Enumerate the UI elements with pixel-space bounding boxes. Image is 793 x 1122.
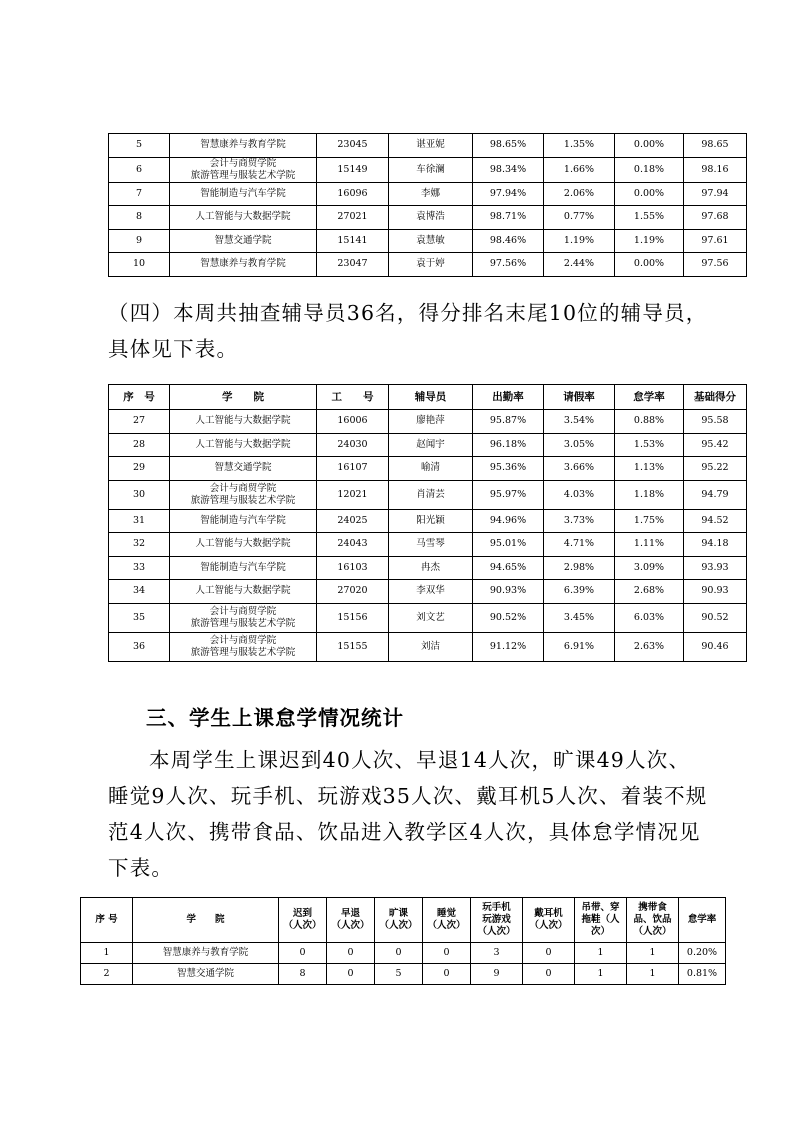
cell-college: 智慧交通学院 (170, 229, 317, 253)
cell-college: 会计与商贸学院 旅游管理与服装艺术学院 (170, 157, 317, 182)
cell-base-score: 90.93 (684, 580, 747, 604)
counselor-bottom-table (108, 384, 747, 662)
cell-attendance-rate: 91.12% (473, 632, 544, 661)
cell-idle-rate: 1.19% (615, 229, 684, 253)
cell-staff-id: 16006 (317, 410, 389, 434)
cell-staff-id: 23047 (317, 253, 389, 277)
cell-attendance-rate: 95.87% (473, 410, 544, 434)
cell-staff-id: 12021 (317, 480, 389, 509)
cell-idle-rate: 2.63% (615, 632, 684, 661)
column-header: 出勤率 (473, 385, 544, 410)
column-header: 怠学率 (679, 898, 726, 943)
cell-leave-rate: 3.54% (544, 410, 615, 434)
cell-staff-id: 27021 (317, 206, 389, 230)
section-paragraph-truancy: 本周学生上课迟到40人次、早退14人次，旷课49人次、睡觉9人次、玩手机、玩游戏35人次、戴耳机5人次、着装不规范4人次、携带食品、饮品进入教学区4人次，具体怠学情况见下表。 (108, 748, 708, 880)
table-row (109, 533, 747, 557)
table-row (109, 134, 747, 158)
cell-counselor: 肖清芸 (389, 480, 473, 509)
column-header: 玩手机 玩游戏 （人次） (471, 898, 523, 943)
cell-rank: 30 (109, 480, 170, 509)
table-row (109, 229, 747, 253)
cell-college: 智能制造与汽车学院 (170, 556, 317, 580)
cell-base-score: 97.68 (684, 206, 747, 230)
cell-college: 会计与商贸学院 旅游管理与服装艺术学院 (170, 603, 317, 632)
cell-counselor: 袁慧敏 (389, 229, 473, 253)
cell-college: 智慧康养与教育学院 (170, 253, 317, 277)
table-cell: 0 (423, 943, 471, 964)
cell-rank: 28 (109, 433, 170, 457)
cell-base-score: 95.22 (684, 457, 747, 481)
cell-base-score: 95.42 (684, 433, 747, 457)
cell-leave-rate: 4.03% (544, 480, 615, 509)
table-row (109, 457, 747, 481)
column-header: 学 院 (170, 385, 317, 410)
table-row (109, 182, 747, 206)
cell-attendance-rate: 98.46% (473, 229, 544, 253)
cell-counselor: 喻清 (389, 457, 473, 481)
cell-attendance-rate: 94.96% (473, 509, 544, 533)
table-cell: 智慧交通学院 (133, 964, 279, 985)
cell-base-score: 93.93 (684, 556, 747, 580)
cell-attendance-rate: 90.52% (473, 603, 544, 632)
cell-staff-id: 15155 (317, 632, 389, 661)
table-cell: 2 (81, 964, 133, 985)
cell-staff-id: 16107 (317, 457, 389, 481)
counselor-top-table (108, 133, 747, 277)
cell-leave-rate: 2.44% (544, 253, 615, 277)
cell-base-score: 97.61 (684, 229, 747, 253)
cell-leave-rate: 6.39% (544, 580, 615, 604)
cell-college: 智能制造与汽车学院 (170, 509, 317, 533)
cell-attendance-rate: 95.01% (473, 533, 544, 557)
cell-counselor: 袁博浩 (389, 206, 473, 230)
table-row (109, 580, 747, 604)
table-cell: 0.81% (679, 964, 726, 985)
cell-idle-rate: 1.13% (615, 457, 684, 481)
cell-base-score: 90.46 (684, 632, 747, 661)
table-row (109, 509, 747, 533)
cell-staff-id: 24025 (317, 509, 389, 533)
cell-attendance-rate: 98.71% (473, 206, 544, 230)
table-cell: 1 (627, 964, 679, 985)
cell-attendance-rate: 95.97% (473, 480, 544, 509)
cell-base-score: 98.65 (684, 134, 747, 158)
cell-leave-rate: 1.35% (544, 134, 615, 158)
cell-staff-id: 16103 (317, 556, 389, 580)
cell-rank: 7 (109, 182, 170, 206)
table-row (109, 556, 747, 580)
cell-leave-rate: 4.71% (544, 533, 615, 557)
cell-base-score: 94.18 (684, 533, 747, 557)
cell-counselor: 李娜 (389, 182, 473, 206)
cell-idle-rate: 1.53% (615, 433, 684, 457)
cell-staff-id: 27020 (317, 580, 389, 604)
cell-college: 人工智能与大数据学院 (170, 433, 317, 457)
cell-counselor: 冉杰 (389, 556, 473, 580)
cell-staff-id: 23045 (317, 134, 389, 158)
table-cell: 0 (423, 964, 471, 985)
cell-staff-id: 15141 (317, 229, 389, 253)
cell-counselor: 李双华 (389, 580, 473, 604)
cell-college: 智慧交通学院 (170, 457, 317, 481)
cell-leave-rate: 1.19% (544, 229, 615, 253)
cell-idle-rate: 0.18% (615, 157, 684, 182)
table-row (109, 206, 747, 230)
table-cell: 9 (471, 964, 523, 985)
table-row (109, 410, 747, 434)
cell-staff-id: 24030 (317, 433, 389, 457)
cell-leave-rate: 6.91% (544, 632, 615, 661)
cell-college: 智慧康养与教育学院 (170, 134, 317, 158)
cell-rank: 8 (109, 206, 170, 230)
table-cell: 1 (627, 943, 679, 964)
cell-leave-rate: 2.06% (544, 182, 615, 206)
table-row (109, 157, 747, 182)
column-header: 迟到 （人次） (279, 898, 327, 943)
table-cell: 智慧康养与教育学院 (133, 943, 279, 964)
cell-base-score: 95.58 (684, 410, 747, 434)
column-header: 序 号 (109, 385, 170, 410)
cell-base-score: 98.16 (684, 157, 747, 182)
table-cell: 0 (327, 943, 375, 964)
column-header: 早退 （人次） (327, 898, 375, 943)
table-row (109, 253, 747, 277)
truancy-table (80, 897, 726, 985)
cell-idle-rate: 6.03% (615, 603, 684, 632)
table-row (109, 433, 747, 457)
cell-idle-rate: 0.00% (615, 182, 684, 206)
cell-idle-rate: 0.00% (615, 253, 684, 277)
cell-rank: 33 (109, 556, 170, 580)
cell-college: 会计与商贸学院 旅游管理与服装艺术学院 (170, 480, 317, 509)
cell-rank: 5 (109, 134, 170, 158)
table-cell: 3 (471, 943, 523, 964)
cell-idle-rate: 1.11% (615, 533, 684, 557)
cell-idle-rate: 3.09% (615, 556, 684, 580)
cell-rank: 29 (109, 457, 170, 481)
cell-college: 人工智能与大数据学院 (170, 410, 317, 434)
cell-attendance-rate: 98.34% (473, 157, 544, 182)
cell-staff-id: 16096 (317, 182, 389, 206)
section-paragraph-4: （四）本周共抽查辅导员36名，得分排名末尾10位的辅导员，具体见下表。 (108, 301, 708, 361)
table-row (81, 964, 726, 985)
cell-attendance-rate: 95.36% (473, 457, 544, 481)
table-row (109, 603, 747, 632)
cell-counselor: 车徐澜 (389, 157, 473, 182)
table-cell: 0 (523, 943, 575, 964)
cell-rank: 31 (109, 509, 170, 533)
counselor-top-table-body (109, 134, 747, 277)
column-header: 基础得分 (684, 385, 747, 410)
cell-rank: 32 (109, 533, 170, 557)
cell-rank: 27 (109, 410, 170, 434)
cell-base-score: 97.94 (684, 182, 747, 206)
table-row (81, 943, 726, 964)
cell-counselor: 袁于婷 (389, 253, 473, 277)
cell-attendance-rate: 97.94% (473, 182, 544, 206)
column-header: 携带食 品、饮品 （人次） (627, 898, 679, 943)
cell-leave-rate: 0.77% (544, 206, 615, 230)
cell-counselor: 刘洁 (389, 632, 473, 661)
cell-attendance-rate: 97.56% (473, 253, 544, 277)
cell-idle-rate: 1.75% (615, 509, 684, 533)
cell-attendance-rate: 98.65% (473, 134, 544, 158)
table-cell: 0 (523, 964, 575, 985)
table-cell: 0 (279, 943, 327, 964)
table-cell: 0.20% (679, 943, 726, 964)
cell-counselor: 阳光颖 (389, 509, 473, 533)
truancy-table-header (81, 898, 726, 943)
cell-leave-rate: 2.98% (544, 556, 615, 580)
cell-counselor: 刘文艺 (389, 603, 473, 632)
column-header: 辅导员 (389, 385, 473, 410)
cell-idle-rate: 2.68% (615, 580, 684, 604)
cell-idle-rate: 0.00% (615, 134, 684, 158)
cell-counselor: 谌亚妮 (389, 134, 473, 158)
cell-counselor: 廖艳萍 (389, 410, 473, 434)
table-cell: 1 (575, 964, 627, 985)
table-cell: 0 (375, 943, 423, 964)
table-cell: 1 (81, 943, 133, 964)
cell-rank: 35 (109, 603, 170, 632)
cell-leave-rate: 3.45% (544, 603, 615, 632)
cell-rank: 36 (109, 632, 170, 661)
cell-attendance-rate: 96.18% (473, 433, 544, 457)
cell-base-score: 90.52 (684, 603, 747, 632)
cell-leave-rate: 3.05% (544, 433, 615, 457)
cell-leave-rate: 1.66% (544, 157, 615, 182)
cell-base-score: 94.52 (684, 509, 747, 533)
cell-attendance-rate: 90.93% (473, 580, 544, 604)
cell-attendance-rate: 94.65% (473, 556, 544, 580)
cell-leave-rate: 3.73% (544, 509, 615, 533)
cell-college: 人工智能与大数据学院 (170, 533, 317, 557)
cell-rank: 34 (109, 580, 170, 604)
table-cell: 5 (375, 964, 423, 985)
cell-counselor: 马雪琴 (389, 533, 473, 557)
truancy-table-body (81, 943, 726, 985)
cell-college: 智能制造与汽车学院 (170, 182, 317, 206)
column-header: 戴耳机 （人次） (523, 898, 575, 943)
cell-college: 人工智能与大数据学院 (170, 206, 317, 230)
cell-idle-rate: 0.88% (615, 410, 684, 434)
cell-staff-id: 15156 (317, 603, 389, 632)
column-header: 工 号 (317, 385, 389, 410)
cell-college: 会计与商贸学院 旅游管理与服装艺术学院 (170, 632, 317, 661)
cell-leave-rate: 3.66% (544, 457, 615, 481)
cell-idle-rate: 1.55% (615, 206, 684, 230)
cell-rank: 6 (109, 157, 170, 182)
table-row (109, 480, 747, 509)
counselor-bottom-table-body (109, 410, 747, 662)
counselor-bottom-table-header (109, 385, 747, 410)
column-header: 学 院 (133, 898, 279, 943)
table-cell: 0 (327, 964, 375, 985)
cell-staff-id: 24043 (317, 533, 389, 557)
table-row (109, 632, 747, 661)
cell-college: 人工智能与大数据学院 (170, 580, 317, 604)
table-cell: 1 (575, 943, 627, 964)
cell-idle-rate: 1.18% (615, 480, 684, 509)
column-header: 吊带、穿 拖鞋（人 次） (575, 898, 627, 943)
section-heading-3: 三、学生上课怠学情况统计 (146, 706, 404, 730)
column-header: 怠学率 (615, 385, 684, 410)
column-header: 旷课 （人次） (375, 898, 423, 943)
cell-base-score: 94.79 (684, 480, 747, 509)
column-header: 请假率 (544, 385, 615, 410)
table-cell: 8 (279, 964, 327, 985)
column-header: 睡觉 （人次） (423, 898, 471, 943)
cell-base-score: 97.56 (684, 253, 747, 277)
cell-staff-id: 15149 (317, 157, 389, 182)
cell-rank: 9 (109, 229, 170, 253)
cell-rank: 10 (109, 253, 170, 277)
cell-counselor: 赵闻宇 (389, 433, 473, 457)
column-header: 序 号 (81, 898, 133, 943)
